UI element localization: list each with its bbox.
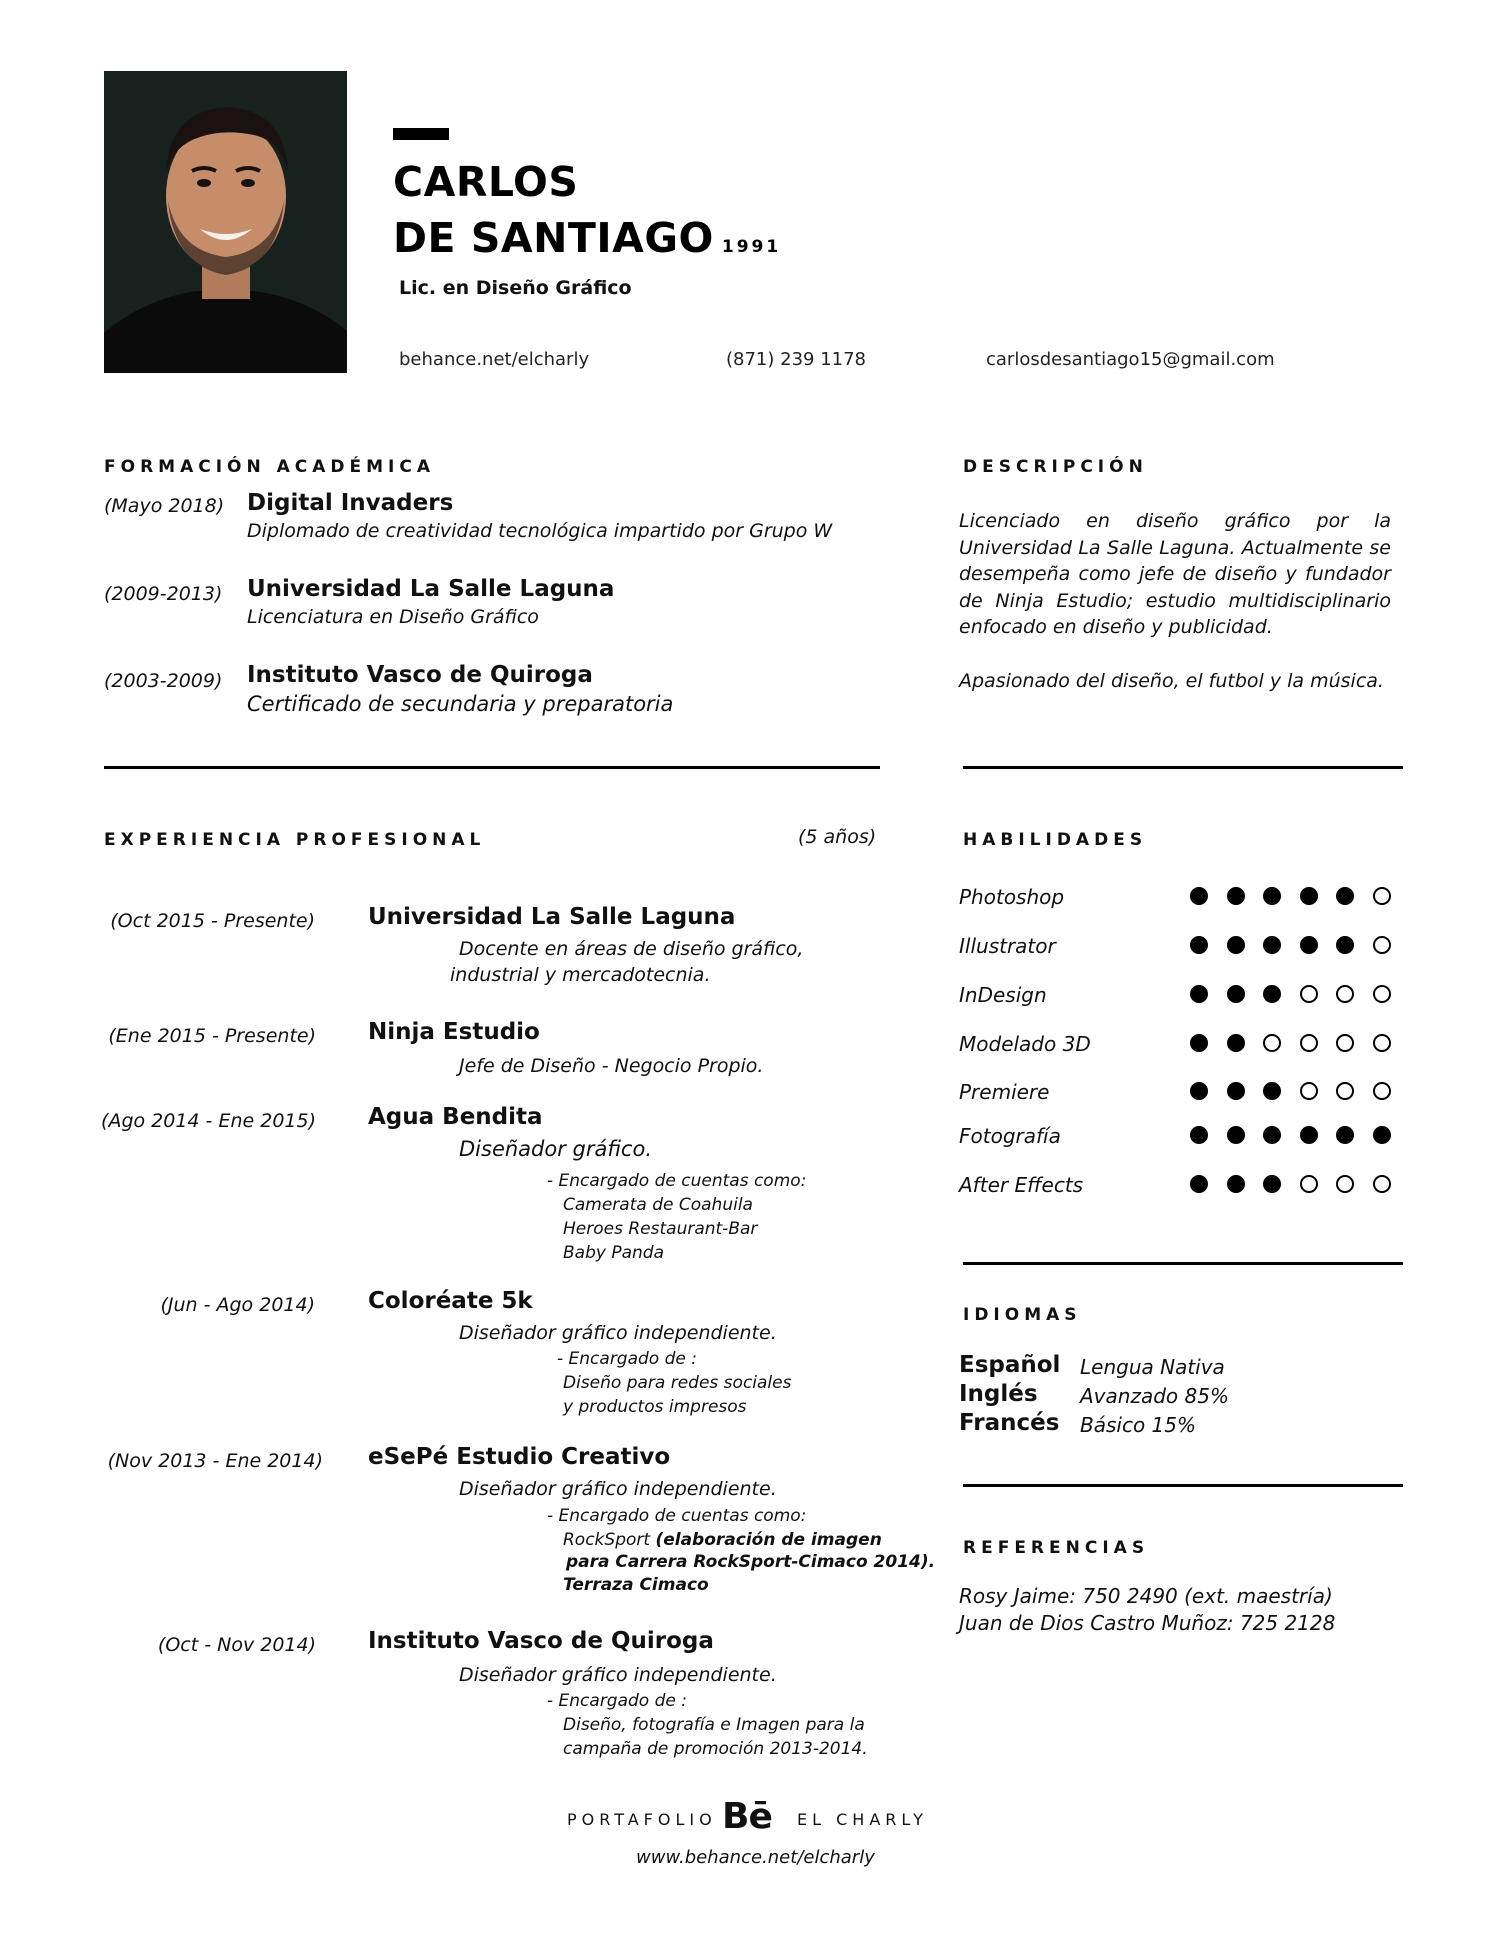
exp-role: Diseñador gráfico independiente. (459, 1322, 777, 1344)
skill-dot-filled (1190, 887, 1208, 905)
exp-role: Diseñador gráfico. (459, 1137, 652, 1161)
divider (963, 1484, 1403, 1487)
experience-years: (5 años) (798, 826, 877, 848)
skill-dot-filled (1227, 936, 1245, 954)
skill-dot-filled (1263, 1126, 1281, 1144)
skill-dot-filled (1263, 985, 1281, 1003)
description-paragraph: Licenciado en diseño gráfico por la Universidad La Salle Laguna. Actualmente se desempeña como jefe de diseño y fundador de Ninja Estudio; estudio multidisciplinario enfocado en diseño y publicidad. (959, 510, 1391, 638)
website-link[interactable]: behance.net/elcharly (399, 349, 590, 370)
skill-rating (1190, 1079, 1409, 1103)
skill-name: Photoshop (959, 885, 1065, 909)
exp-date: (Nov 2013 - Ene 2014) (107, 1450, 323, 1472)
skill-dot-filled (1190, 1126, 1208, 1144)
exp-date: (Oct - Nov 2014) (157, 1634, 316, 1656)
skill-rating (1190, 884, 1409, 908)
exp-note: - Encargado de cuentas como: (547, 1506, 807, 1526)
divider (963, 1262, 1403, 1265)
reference-item: Rosy Jaime: 750 2490 (ext. maestría) (959, 1584, 1333, 1608)
skill-dot-filled (1300, 887, 1318, 905)
skill-dot-empty (1373, 1082, 1391, 1100)
skill-rating (1190, 933, 1409, 957)
exp-role: Diseñador gráfico independiente. (459, 1664, 777, 1686)
name-accent-bar (393, 128, 449, 140)
exp-note (563, 1529, 882, 1553)
skill-dot-empty (1300, 1082, 1318, 1100)
edu-institution: Instituto Vasco de Quiroga (247, 662, 593, 688)
idiomas-title: IDIOMAS (963, 1305, 1082, 1325)
profile-photo (104, 71, 347, 373)
behance-logo-icon[interactable]: Bē (722, 1796, 772, 1837)
divider (104, 766, 880, 769)
skill-dot-filled (1336, 887, 1354, 905)
skill-dot-empty (1373, 887, 1391, 905)
skill-dot-empty (1300, 1034, 1318, 1052)
phone-number: (871) 239 1178 (726, 349, 867, 370)
exp-note: Camerata de Coahuila (563, 1195, 753, 1215)
skill-dot-empty (1336, 985, 1354, 1003)
exp-date: (Ene 2015 - Presente) (108, 1025, 316, 1047)
divider (963, 766, 1403, 769)
skill-dot-filled (1263, 1175, 1281, 1193)
skill-dot-empty (1373, 936, 1391, 954)
skill-dot-filled (1190, 936, 1208, 954)
skill-dot-empty (1373, 1175, 1391, 1193)
skill-dot-empty (1336, 1082, 1354, 1100)
skill-rating (1190, 1123, 1409, 1147)
skill-dot-filled (1190, 1175, 1208, 1193)
exp-note: Terraza Cimaco (563, 1575, 709, 1595)
edu-date: (2003-2009) (104, 670, 223, 692)
skill-dot-filled (1263, 1082, 1281, 1100)
exp-note: para Carrera RockSport-Cimaco 2014). (566, 1552, 936, 1572)
footer-url-link[interactable]: www.behance.net/elcharly (636, 1847, 875, 1868)
exp-date: (Jun - Ago 2014) (160, 1294, 315, 1316)
exp-note: Diseño para redes sociales (563, 1373, 792, 1393)
skill-dot-filled (1227, 1082, 1245, 1100)
email-link[interactable]: carlosdesantiago15@gmail.com (986, 349, 1275, 370)
exp-date: (Oct 2015 - Presente) (110, 910, 315, 932)
exp-note-bold: (elaboración de imagen (655, 1530, 882, 1550)
skill-name: Modelado 3D (959, 1032, 1091, 1056)
skill-name: Premiere (959, 1080, 1050, 1104)
skill-dot-filled (1263, 936, 1281, 954)
skill-rating (1190, 1172, 1409, 1196)
language-level: Básico 15% (1080, 1413, 1196, 1437)
edu-institution: Digital Invaders (247, 490, 454, 516)
birth-year: 1991 (721, 237, 782, 257)
exp-company: Coloréate 5k (368, 1288, 533, 1314)
exp-role: Docente en áreas de diseño gráfico, (459, 938, 804, 960)
exp-note: - Encargado de : (547, 1691, 687, 1711)
edu-date: (Mayo 2018) (104, 495, 225, 517)
skill-dot-empty (1300, 985, 1318, 1003)
language-level: Avanzado 85% (1080, 1384, 1229, 1408)
exp-company: eSePé Estudio Creativo (368, 1444, 671, 1470)
skill-dot-empty (1373, 1034, 1391, 1052)
skill-name: Fotografía (959, 1124, 1061, 1148)
exp-note: y productos impresos (563, 1397, 747, 1417)
skill-dot-empty (1263, 1034, 1281, 1052)
exp-note: Diseño, fotografía e Imagen para la (563, 1715, 865, 1735)
skill-dot-filled (1336, 936, 1354, 954)
edu-detail: Diplomado de creatividad tecnológica impartido por Grupo W (247, 520, 833, 542)
skill-dot-filled (1227, 1126, 1245, 1144)
exp-note: - Encargado de : (557, 1349, 697, 1369)
language-name: Francés (959, 1410, 1060, 1436)
exp-role: Jefe de Diseño - Negocio Propio. (459, 1055, 764, 1077)
skill-dot-filled (1373, 1126, 1391, 1144)
exp-note: Baby Panda (563, 1243, 664, 1263)
skill-dot-empty (1336, 1034, 1354, 1052)
name-last (393, 214, 781, 262)
profile-photo-illustration (104, 71, 347, 373)
exp-role: industrial y mercadotecnia. (450, 964, 711, 986)
skill-dot-filled (1190, 985, 1208, 1003)
exp-note: campaña de promoción 2013-2014. (563, 1739, 868, 1759)
exp-note-text: RockSport (563, 1530, 651, 1550)
reference-item: Juan de Dios Castro Muñoz: 725 2128 (959, 1611, 1336, 1635)
skill-dot-filled (1336, 1126, 1354, 1144)
exp-company: Ninja Estudio (368, 1019, 540, 1045)
skill-dot-filled (1227, 887, 1245, 905)
skill-dot-empty (1373, 985, 1391, 1003)
exp-date: (Ago 2014 - Ene 2015) (101, 1110, 316, 1132)
exp-note: Heroes Restaurant-Bar (563, 1219, 758, 1239)
referencias-title: REFERENCIAS (963, 1538, 1150, 1558)
exp-note: - Encargado de cuentas como: (547, 1171, 807, 1191)
skill-dot-filled (1190, 1082, 1208, 1100)
language-level: Lengua Nativa (1080, 1355, 1225, 1379)
language-name: Inglés (959, 1381, 1038, 1407)
skill-dot-filled (1227, 985, 1245, 1003)
edu-date: (2009-2013) (104, 583, 223, 605)
exp-company: Agua Bendita (368, 1104, 543, 1130)
skill-rating (1190, 1031, 1409, 1055)
description-paragraph: Apasionado del diseño, el futbol y la música. (959, 670, 1384, 692)
name-last-text: DE SANTIAGO (393, 214, 714, 262)
edu-institution: Universidad La Salle Laguna (247, 576, 615, 602)
skill-name: InDesign (959, 983, 1047, 1007)
experiencia-title: EXPERIENCIA PROFESIONAL (104, 830, 486, 850)
edu-detail: Licenciatura en Diseño Gráfico (247, 606, 539, 628)
exp-role: Diseñador gráfico independiente. (459, 1478, 777, 1500)
habilidades-title: HABILIDADES (963, 830, 1148, 850)
footer-portfolio-label: PORTAFOLIO (567, 1810, 717, 1829)
skill-dot-filled (1227, 1034, 1245, 1052)
skill-dot-filled (1300, 936, 1318, 954)
skill-dot-filled (1263, 887, 1281, 905)
language-name: Español (959, 1352, 1061, 1378)
exp-company: Universidad La Salle Laguna (368, 904, 736, 930)
name-first: CARLOS (393, 158, 579, 206)
edu-detail: Certificado de secundaria y preparatoria (247, 692, 674, 716)
skill-dot-filled (1227, 1175, 1245, 1193)
skill-rating (1190, 982, 1409, 1006)
descripcion-title: DESCRIPCIÓN (963, 457, 1148, 477)
degree-title: Lic. en Diseño Gráfico (399, 277, 632, 299)
skill-name: After Effects (959, 1173, 1084, 1197)
footer-author-label: EL CHARLY (797, 1810, 928, 1829)
exp-company: Instituto Vasco de Quiroga (368, 1628, 714, 1654)
skill-dot-filled (1190, 1034, 1208, 1052)
skill-dot-filled (1300, 1126, 1318, 1144)
skill-name: Illustrator (959, 934, 1056, 958)
formacion-title: FORMACIÓN ACADÉMICA (104, 457, 436, 477)
skill-dot-empty (1300, 1175, 1318, 1193)
skill-dot-empty (1336, 1175, 1354, 1193)
